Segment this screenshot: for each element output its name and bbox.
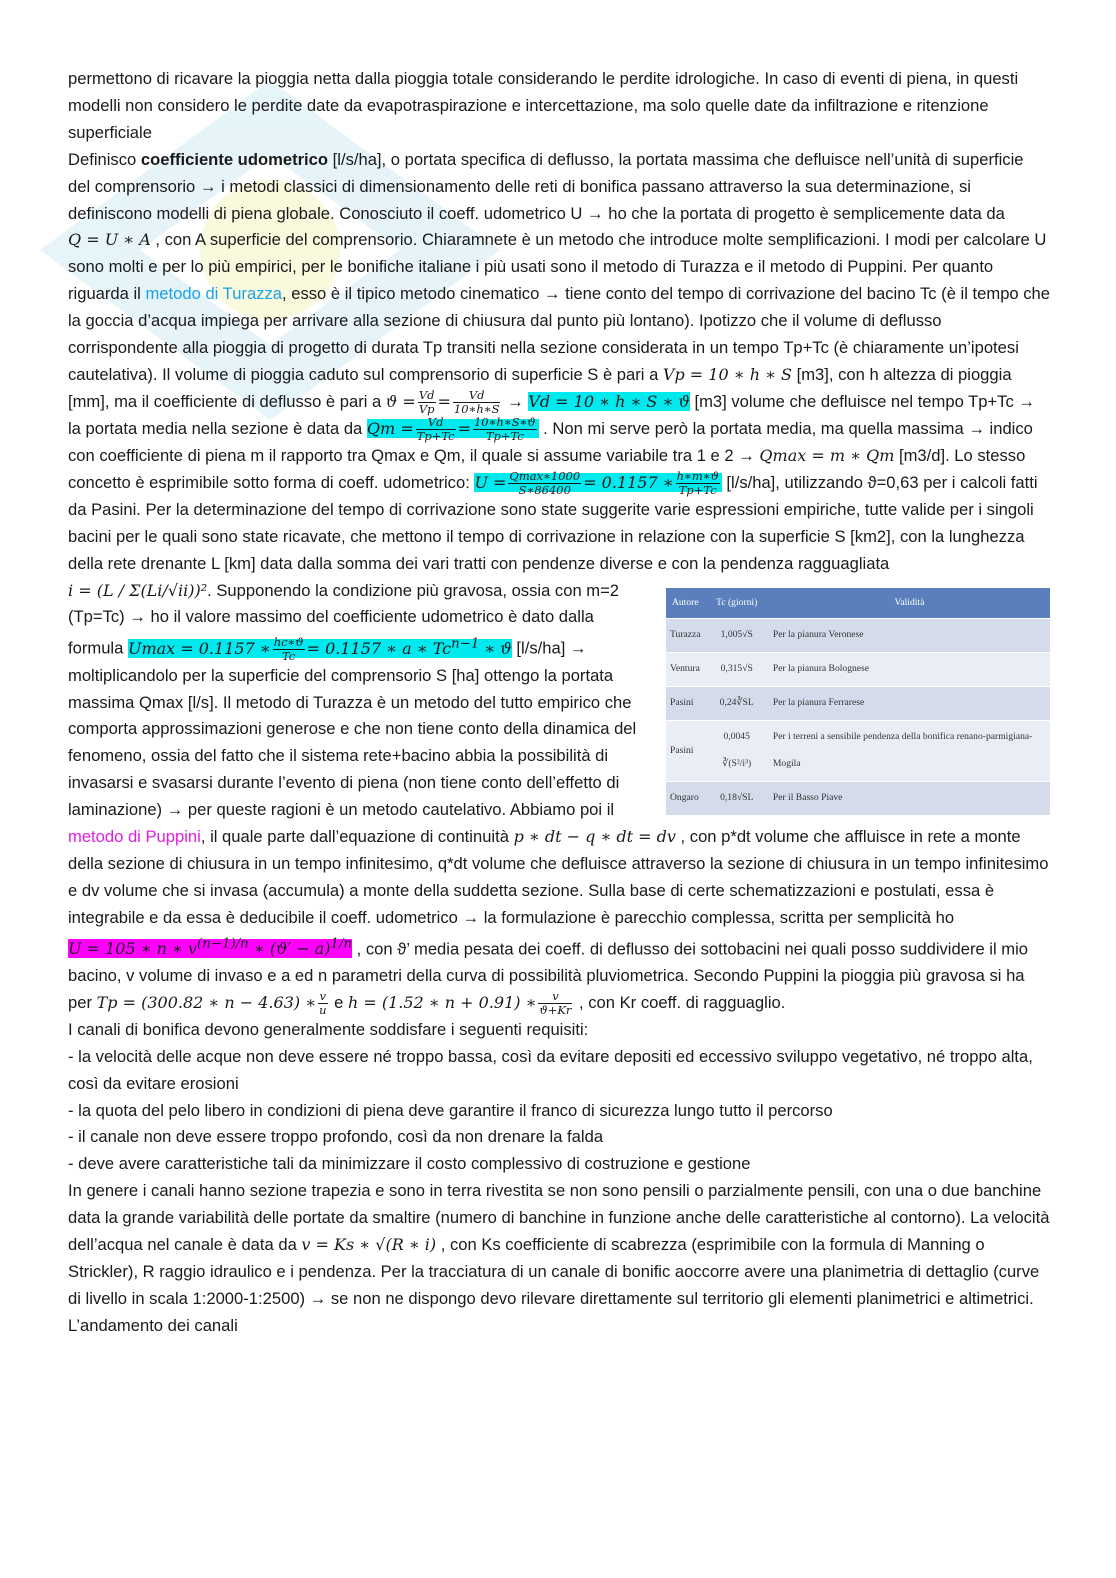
paragraph-perdite: permettono di ricavare la pioggia netta dalla pioggia totale considerando le perdite idrologiche. In caso di eventi di piena, in questi modelli non considero le perdite date da evapotraspirazione e intercettazione, ma solo quelle date da infiltrazione e ritenzione superficiale [68,69,1019,142]
list-item: - il canale non deve essere troppo profondo, così da non drenare la falda [68,1127,604,1147]
eq-continuita: p ∗ dt − q ∗ dt = dv [513,827,676,847]
table-row: Ventura 0,315√S Per la pianura Bolognese [666,653,1050,687]
list-item: - deve avere caratteristiche tali da minimizzare il costo complessivo di costruzione e gestione [68,1154,751,1174]
paragraph-coefficiente-udometrico: Definisco coefficiente udometrico [l/s/ha], o portata specifica di deflusso, la portata massima che defluisce nell’unità di superficie del comprensorio → i metodi classici di dimensionamento delle reti di bonifica passano attraverso la sua determinazione, si definiscono modelli di piena globale. Conosciuto il coeff. udometrico U → ho che la portata di progetto è semplicemente data da Q = U ∗ A , con A superficie del comprensorio. Chiaramnete è un metodo che introduce molte semplificazioni. I modi per calcolare U sono molti e per lo più empirici, per le bonifiche italiane i più usati sono il metodo di Turazza e il metodo di Puppini. Per quanto riguarda il metodo di Turazza, esso è il tipico metodo cinematico → tiene conto del tempo di corrivazione del bacino Tc (è il tempo che la goccia d’acqua impiega per arrivare alla sezione di chiusura dal punto più lontano). Ipotizzo che il volume di deflusso corrispondente alla pioggia di progetto di durata Tp transiti nella sezione considerata in un tempo Tp+Tc (è chiaramente un’ipotesi cautelativa). Il volume di pioggia caduto sul comprensorio di superficie S è pari a Vp = 10 ∗ h ∗ S [m3], con h altezza di pioggia [mm], ma il coefficiente di deflusso è pari a ϑ = $\frac{Vd}{Vp}$ = $\frac{Vd}{10∗h∗S}$ → Vd = 10 ∗ h ∗ S ∗ ϑ [m3] volume che defluisce nel tempo Tp+Tc → la portata media nella sezione è data da Qm = $\frac{Vd}{Tp+Tc}$ = $\frac{10∗h∗S∗ϑ}{Tp+Tc}$ . Non mi serve però la portata media, ma quella massima → indico con coefficiente di piena m il rapporto tra Qmax e Qm, il quale si assume variabile tra 1 e 2 → Qmax = m ∗ Qm [m3/d]. Lo stesso concetto è esprimibile sotto forma di coeff. udometrico: U = $\frac{Qmax∗1000}{S∗86400}$ = 0.1157 ∗ $\frac{h∗m∗ϑ}{Tp+Tc}$ [l/s/ha], utilizzando ϑ=0,63 per i calcoli fatti da Pasini. Per la determinazione del tempo di corrivazione sono state suggerite varie espressioni empiriche, tutte valide per i singoli bacini per le quali sono state ricavate, che mettono il tempo di corrivazione in relazione con la superficie S [km2], con la lunghezza della rete drenante L [km] data dalla somma dei vari tratti con pendenze diverse e con la pendenza ragguagliata [68,149,1051,573]
link-metodo-turazza[interactable]: metodo di Turazza [145,284,282,304]
paragraph-canali: In genere i canali hanno sezione trapezia e sono in terra rivestita se non sono pensili o parzialmente pensili, con una o due banchine data la grande variabilità delle portate da smaltire (numero di banchine in funzione anche delle caratteristiche al contorno). La velocità dell’acqua nel canale è data da v = Ks ∗ √(R ∗ i) , con Ks coefficiente di scabrezza (esprimibile con la formula di Manning o Strickler), R raggio idraulico e i pendenza. Per la tracciatura di un canale di bonific aoccorre avere una planimetria di dettaglio (curve di livello in scala 1:2000-1:2500) → se non ne dispongo devo rilevare direttamente sul territorio gli elementi planimetrici e altimetrici. L’andamento dei canali [68,1181,1050,1335]
table-row: Turazza 1,005√S Per la pianura Veronese [666,619,1050,653]
eq-volume-deflusso: Vd = 10 ∗ h ∗ S ∗ ϑ [528,391,690,411]
table-header-tc: Tc (giorni) [705,588,769,619]
eq-portata-media: Qm = $\frac{Vd}{Tp+Tc}$ = $\frac{10∗h∗S∗ϑ}{Tp+Tc}$ [367,419,539,438]
table-header-autore: Autore [666,588,705,619]
tempo-corrivazione-table [666,588,1050,815]
table-row: Pasini 0,0045 ∛(S²/i³) Per i terreni a sensibile pendenza della bonifica renano-parmigiana-Mogila [666,721,1050,782]
paragraph-requisiti: I canali di bonifica devono generalmente soddisfare i seguenti requisiti: [68,1019,589,1039]
eq-tempo-pioggia: Tp = (300.82 ∗ n − 4.63) ∗ $\frac{v}{u}$ [96,988,327,1017]
eq-volume-pioggia: Vp = 10 ∗ h ∗ S [662,364,793,384]
eq-portata-massima: Qmax = m ∗ Qm [759,445,895,465]
table-row: Pasini 0,24∛SL Per la pianura Ferrarese [666,687,1050,721]
table-header-validita: Validità [769,588,1050,619]
table-row: Ongaro 0,18√SL Per il Basso Piave [666,781,1050,814]
document-body: permettono di ricavare la pioggia netta dalla pioggia totale considerando le perdite idrologiche. In caso di eventi di piena, in questi modelli non considero le perdite date da evapotraspirazione e intercettazione, ma solo quelle date da infiltrazione e ritenzione superficiale Definisco coefficiente udometrico [l/s/ha], o portata specifica di deflusso, la portata massima che defluisce nell’unità di superficie del comprensorio → i metodi classici di dimensionamento delle reti di bonifica passano attraverso la sua determinazione, si definiscono modelli di piena globale. Conosciuto il coeff. udometrico U → ho che la portata di progetto è semplicemente data da Q = U ∗ A , con A superficie del comprensorio. Chiaramnete è un metodo che introduce molte semplificazioni. I modi per calcolare U sono molti e per lo più empirici, per le bonifiche italiane i più usati sono il metodo di Turazza e il metodo di Puppini. Per quanto riguarda il metodo di Turazza, esso è il tipico metodo cinematico → tiene conto del tempo di corrivazione del bacino Tc (è il tempo che la goccia d’acqua impiega per arrivare alla sezione di chiusura dal punto più lontano). Ipotizzo che il volume di deflusso corrispondente alla pioggia di progetto di durata Tp transiti nella sezione considerata in un tempo Tp+Tc (è chiaramente un’ipotesi cautelativa). Il volume di pioggia caduto sul comprensorio di superficie S è pari a Vp = 10 ∗ h ∗ S [m3], con h altezza di pioggia [mm], ma il coefficiente di deflusso è pari a ϑ = $\frac{Vd}{Vp}$ = $\frac{Vd}{10∗h∗S}$ → Vd = 10 ∗ h ∗ S ∗ ϑ [m3] volume che defluisce nel tempo Tp+Tc → la portata media nella sezione è data da Qm = $\frac{Vd}{Tp+Tc}$ = $\frac{10∗h∗S∗ϑ}{Tp+Tc}$ . Non mi serve però la portata media, ma quella massima → indico con coefficiente di piena m il rapporto tra Qmax e Qm, il quale si assume variabile tra 1 e 2 → Qmax = m ∗ Qm [m3/d]. Lo stesso concetto è esprimibile sotto forma di coeff. udometrico: U = $\frac{Qmax∗1000}{S∗86400}$ = 0.1157 ∗ $\frac{h∗m∗ϑ}{Tp+Tc}$ [l/s/ha], utilizzando ϑ=0,63 per i calcoli fatti da Pasini. Per la determinazione del tempo di corrivazione sono state suggerite varie espressioni empiriche, tutte valide per i singoli bacini per le quali sono state ricavate, che mettono il tempo di corrivazione in relazione con la superficie S [km2], con la lunghezza della rete drenante L [km] data dalla somma dei vari tratti con pendenze diverse e con la pendenza ragguagliata Autore Tc (giorni) Validità Turazza 1,005√S Per la pianura Veronese Ventura 0,315√S Per la pianura Bolognese Pasini 0,24∛SL Per la pianura Ferrarese Pasini 0,0045 ∛(S²/i³) Per i terreni a sensibile pendenza della bonifica renano-parmigiana-Mogila Ongaro 0,18√SL Per il Basso Piave i = (L / Σ(Li/√ii))². Supponendo la condizione più gravosa, ossia con m=2 (Tp=Tc) → ho il valore massimo del coefficiente udometrico è dato dalla formula Umax = 0.1157 ∗ $\frac{hc∗ϑ}{Tc}$ = 0.1157 ∗ a ∗ $Tc^{n-1}$ ∗ ϑ [l/s/ha] → moltiplicandolo per la superficie del comprensorio S [ha] ottengo la portata massima Qmax [l/s]. Il metodo di Turazza è un metodo del tutto empirico che comporta approssimazioni generose e che non tiene conto della dinamica del fenomeno, ossia del fatto che il sistema rete+bacino abbia la possibilità di invasarsi e svasarsi durante l’evento di piena (non tiene conto dell’effetto di laminazione) → per queste ragioni è un metodo cautelativo. Abbiamo poi il metodo di Puppini, il quale parte dall’equazione di continuità p ∗ dt − q ∗ dt = dv , con p*dt volume che affluisce in rete a monte della sezione di chiusura in un tempo infinitesimo, q*dt volume che defluisce attraverso la sezione di chiusura in un tempo infinitesimo e dv volume che si invasa (accumula) a monte della suddetta sezione. Sulla base di certe schematizzazioni e postulati, essa è integrabile e da essa è deducibile il coeff. udometrico → la formulazione è parecchio complessa, scritta per semplicità ho U = 105 ∗ n ∗ $v^{(n-1)/n}$ ∗ $(ϑ' - a)^{1/n}$ , con ϑ’ media pesata dei coeff. di deflusso dei sottobacini nei quali posso suddividere il mio bacino, v volume di invaso e a ed n parametri della curva di possibilità pluviometrica. Secondo Puppini la pioggia più gravosa si ha per Tp = (300.82 ∗ n − 4.63) ∗ $\frac{v}{u}$ e h = (1.52 ∗ n + 0.91) ∗ $\frac{v}{ϑ+Kr}$ , con Kr coeff. di ragguaglio. I canali di bonifica devono generalmente soddisfare i seguenti requisiti: - la velocità delle acque non deve essere né troppo bassa, così da evitare depositi ed eccessivo sviluppo vegetativo, né troppo alta, così da evitare erosioni - la quota del pelo libero in condizioni di piena deve garantire il franco di sicurezza lungo tutto il percorso - il canale non deve essere troppo profondo, così da non drenare la falda - deve avere caratteristiche tali da minimizzare il costo complessivo di costruzione e gestione In genere i canali hanno sezione trapezia e sono in terra rivestita se non sono pensili o parzialmente pensili, con una o due banchine data la grande variabilità delle portate da smaltire (numero di banchine in funzione anche delle caratteristiche al contorno). La velocità dell’acqua nel canale è data da v = Ks ∗ √(R ∗ i) , con Ks coefficiente di scabrezza (esprimibile con la formula di Manning o Strickler), R raggio idraulico e i pendenza. Per la tracciatura di un canale di bonific aoccorre avere una planimetria di dettaglio (curve di livello in scala 1:2000-1:2500) → se non ne dispongo devo rilevare direttamente sul territorio gli elementi planimetrici e altimetrici. L’andamento dei canali [68,66,1050,1340]
eq-coefficiente-deflusso: ϑ = $\frac{Vd}{Vp}$ = $\frac{Vd}{10∗h∗S}$ [385,387,500,416]
link-metodo-puppini[interactable]: metodo di Puppini [68,827,201,847]
term-coefficiente-udometrico: coefficiente udometrico [140,149,329,169]
eq-puppini: U = 105 ∗ n ∗ $v^{(n-1)/n}$ ∗ $(ϑ' - a)^{1/n}$ [68,936,353,959]
eq-pendenza-ragguagliata: i = (L / Σ(Li/√ii))² [68,580,208,600]
list-item: - la velocità delle acque non deve essere né troppo bassa, così da evitare depositi ed eccessivo sviluppo vegetativo, né troppo alta, così da evitare erosioni [68,1046,1033,1093]
eq-portata-progetto: Q = U ∗ A [68,230,151,250]
eq-umax: Umax = 0.1157 ∗ $\frac{hc∗ϑ}{Tc}$ = 0.1157 ∗ a ∗ $Tc^{n-1}$ ∗ ϑ [127,634,512,663]
eq-coeff-udometrico: U = $\frac{Qmax∗1000}{S∗86400}$ = 0.1157 ∗ $\frac{h∗m∗ϑ}{Tp+Tc}$ [474,473,721,492]
eq-altezza-pioggia: h = (1.52 ∗ n + 0.91) ∗ $\frac{v}{ϑ+Kr}$ [347,988,572,1017]
eq-velocita: v = Ks ∗ √(R ∗ i) [301,1235,437,1255]
list-item: - la quota del pelo libero in condizioni di piena deve garantire il franco di sicurezza lungo tutto il percorso [68,1100,833,1120]
